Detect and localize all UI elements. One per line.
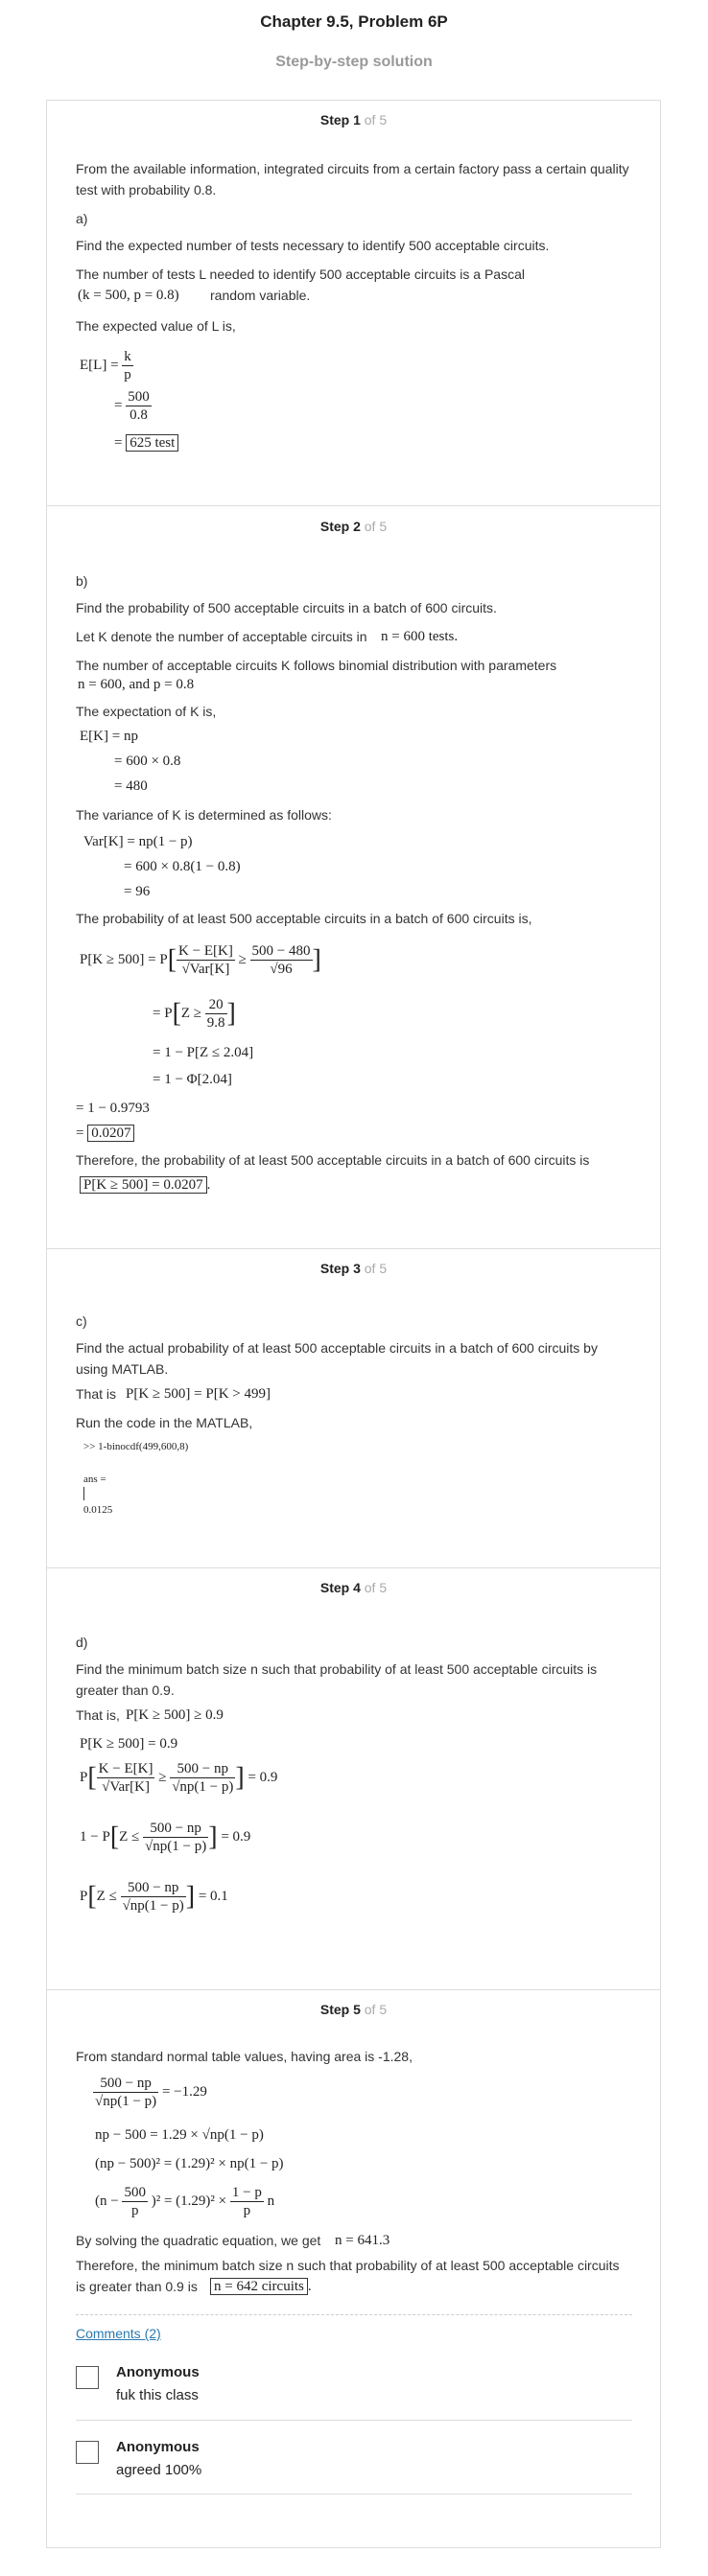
let-math: n = 600 tests. — [381, 629, 459, 644]
comment-text: fuk this class — [116, 2387, 199, 2403]
part-label: d) — [76, 1635, 88, 1650]
let-text: Let K denote the number of acceptable circuits in — [76, 629, 367, 644]
probability-text: The probability of at least 500 acceptable circuits in a batch of 600 circuits is, — [76, 911, 532, 926]
pascal-tail: random variable. — [210, 288, 311, 303]
step-4 — [47, 1568, 660, 1990]
expected-eq-1: E[L] = $\frac{k}{p}$ — [80, 349, 131, 383]
page-header — [0, 0, 708, 73]
task-text: Find the expected number of tests necessary to identify 500 acceptable circuits. — [76, 238, 550, 253]
eq-line-1: P[K ≥ 500] = 0.9 — [80, 1736, 178, 1752]
task-text: Find the probability of 500 acceptable circuits in a batch of 600 circuits. — [76, 600, 497, 615]
run-text: Run the code in the MATLAB, — [76, 1415, 253, 1430]
prob-eq-5: = 1 − 0.9793 — [76, 1101, 150, 1116]
final-answer: P[K ≥ 500] = 0.0207 . — [80, 1176, 210, 1194]
step-5-intro: From standard normal table values, having area is -1.28, — [76, 2049, 413, 2064]
comment-divider — [76, 2494, 632, 2495]
step-label: Step 2 — [319, 519, 361, 534]
expected-text: The expected value of L is, — [76, 318, 236, 334]
comment-author: Anonymous — [116, 2439, 200, 2455]
expectation-eq-3: = 480 — [114, 778, 148, 794]
expectation-eq-1: E[K] = np — [80, 729, 138, 744]
step-label: Step 3 — [319, 1261, 361, 1276]
step-3-header — [47, 1261, 660, 1276]
comments-divider — [76, 2314, 632, 2315]
comment-divider — [76, 2420, 632, 2421]
answer-box: 625 test — [126, 434, 178, 452]
prob-eq-3: = 1 − P[Z ≤ 2.04] — [153, 1045, 254, 1060]
formula-line-1: $\frac{500 - np}{√np(1 - p)}$ = −1.29 — [95, 2076, 207, 2109]
matlab-ans-label: ans = — [83, 1474, 106, 1485]
step-5 — [47, 1990, 660, 2548]
expected-eq-2: = $\frac{500}{0.8}$ — [114, 389, 150, 423]
variance-eq-2: = 600 × 0.8(1 − 0.8) — [124, 859, 241, 874]
that-is-text: That is, — [76, 1707, 120, 1723]
solving-text: By solving the quadratic equation, we get — [76, 2233, 321, 2248]
variance-eq-3: = 96 — [124, 884, 151, 899]
text-cursor — [83, 1487, 84, 1500]
solution-card — [46, 100, 661, 2548]
comments-link[interactable]: Comments (2) — [76, 2326, 161, 2341]
pascal-text: The number of tests L needed to identify 500 acceptable circuits is a Pascal — [76, 267, 525, 282]
step-count: of 5 — [364, 112, 388, 128]
step-5-header — [47, 2002, 660, 2017]
that-is-text: That is — [76, 1386, 117, 1402]
that-is-math: P[K ≥ 500] ≥ 0.9 — [126, 1707, 224, 1723]
answer-box: n = 642 circuits — [210, 2278, 308, 2295]
step-label: Step 4 — [319, 1580, 361, 1595]
expectation-text: The expectation of K is, — [76, 704, 217, 719]
step-count: of 5 — [364, 1261, 388, 1276]
binom-params: n = 600, and p = 0.8 — [78, 677, 195, 692]
step-1-intro: From the available information, integrated circuits from a certain factory pass a certain quality test with probability 0.8. — [76, 161, 629, 197]
conclusion-line-2: is greater than 0.9 is — [76, 2279, 198, 2294]
task-text: Find the minimum batch size n such that probability of at least 500 acceptable circuits is greater than 0.9. — [76, 1661, 598, 1698]
eq-line-2: P[ $\frac{K - E[K]}{\text{√Var[K]}}$ ≥ $\frac{500 - np}{√np(1 - p)}$ ] = 0.9 — [80, 1761, 278, 1795]
binom-text: The number of acceptable circuits K follows binomial distribution with parameters — [76, 658, 557, 673]
comment-item — [76, 2439, 632, 2487]
comment-avatar — [76, 2441, 99, 2464]
conclusion-line-1: Therefore, the minimum batch size n such that probability of at least 500 acceptable circuits — [76, 2258, 620, 2273]
matlab-ans-value: 0.0125 — [83, 1504, 113, 1516]
prob-eq-2: = P[Z ≥ $\frac{20}{9.8}$ ] — [153, 997, 236, 1031]
part-label: c) — [76, 1313, 87, 1329]
step-label: Step 5 — [319, 2002, 361, 2017]
step-3 — [47, 1249, 660, 1568]
pascal-params: (k = 500, p = 0.8) — [78, 288, 179, 303]
page-title: Chapter 9.5, Problem 6P — [260, 12, 448, 31]
variance-text: The variance of K is determined as follows: — [76, 807, 332, 823]
solving-math: n = 641.3 — [335, 2233, 390, 2248]
page-subtitle: Step-by-step solution — [275, 54, 433, 70]
matlab-code: >> 1-binocdf(499,600,8) — [83, 1441, 189, 1452]
comment-item — [76, 2364, 632, 2412]
comment-text: agreed 100% — [116, 2462, 202, 2478]
variance-eq-1: Var[K] = np(1 − p) — [83, 834, 193, 849]
step-2 — [47, 507, 660, 1249]
comment-avatar — [76, 2366, 99, 2389]
step-4-header — [47, 1580, 660, 1595]
expected-eq-3: = 625 test — [114, 434, 178, 452]
conclusion-text: Therefore, the probability of at least 500 acceptable circuits in a batch of 600 circuits is — [76, 1152, 590, 1168]
step-1 — [47, 101, 660, 506]
eq-line-4: P[Z ≤ $\frac{500 - np}{√np(1 - p)}$ ] = 0.1 — [80, 1880, 228, 1914]
that-is-math: P[K ≥ 500] = P[K > 499] — [126, 1386, 271, 1402]
formula-line-4: (n − $\frac{500}{p}$ )² = (1.29)² × $\frac{1 - p}{p}$ n — [95, 2185, 275, 2218]
step-2-header — [47, 519, 660, 534]
final-answer: n = 642 circuits . — [210, 2278, 312, 2295]
prob-eq-4: = 1 − Φ[2.04] — [153, 1072, 232, 1087]
step-count: of 5 — [364, 519, 388, 534]
prob-eq-1: P[K ≥ 500] = P[ $\frac{K - E[K]}{\text{√Var[K]}}$ ≥ $\frac{500 - 480}{√96}$ ] — [80, 943, 321, 977]
prob-eq-6: = 0.0207 — [76, 1125, 134, 1142]
step-count: of 5 — [364, 1580, 388, 1595]
comment-author: Anonymous — [116, 2364, 200, 2380]
formula-line-3: (np − 500)² = (1.29)² × np(1 − p) — [95, 2156, 284, 2171]
step-count: of 5 — [364, 2002, 388, 2017]
part-label: a) — [76, 211, 88, 226]
formula-line-2: np − 500 = 1.29 × √np(1 − p) — [95, 2127, 264, 2143]
step-label: Step 1 — [319, 112, 361, 128]
eq-line-3: 1 − P[Z ≤ $\frac{500 - np}{√np(1 - p)}$ ] = 0.9 — [80, 1821, 251, 1854]
answer-box: P[K ≥ 500] = 0.0207 — [80, 1176, 207, 1194]
step-1-header — [47, 112, 660, 128]
task-text: Find the actual probability of at least 500 acceptable circuits in a batch of 600 circuits by using MATLAB. — [76, 1340, 598, 1377]
expectation-eq-2: = 600 × 0.8 — [114, 754, 181, 769]
answer-box: 0.0207 — [87, 1125, 134, 1142]
part-label: b) — [76, 573, 88, 589]
